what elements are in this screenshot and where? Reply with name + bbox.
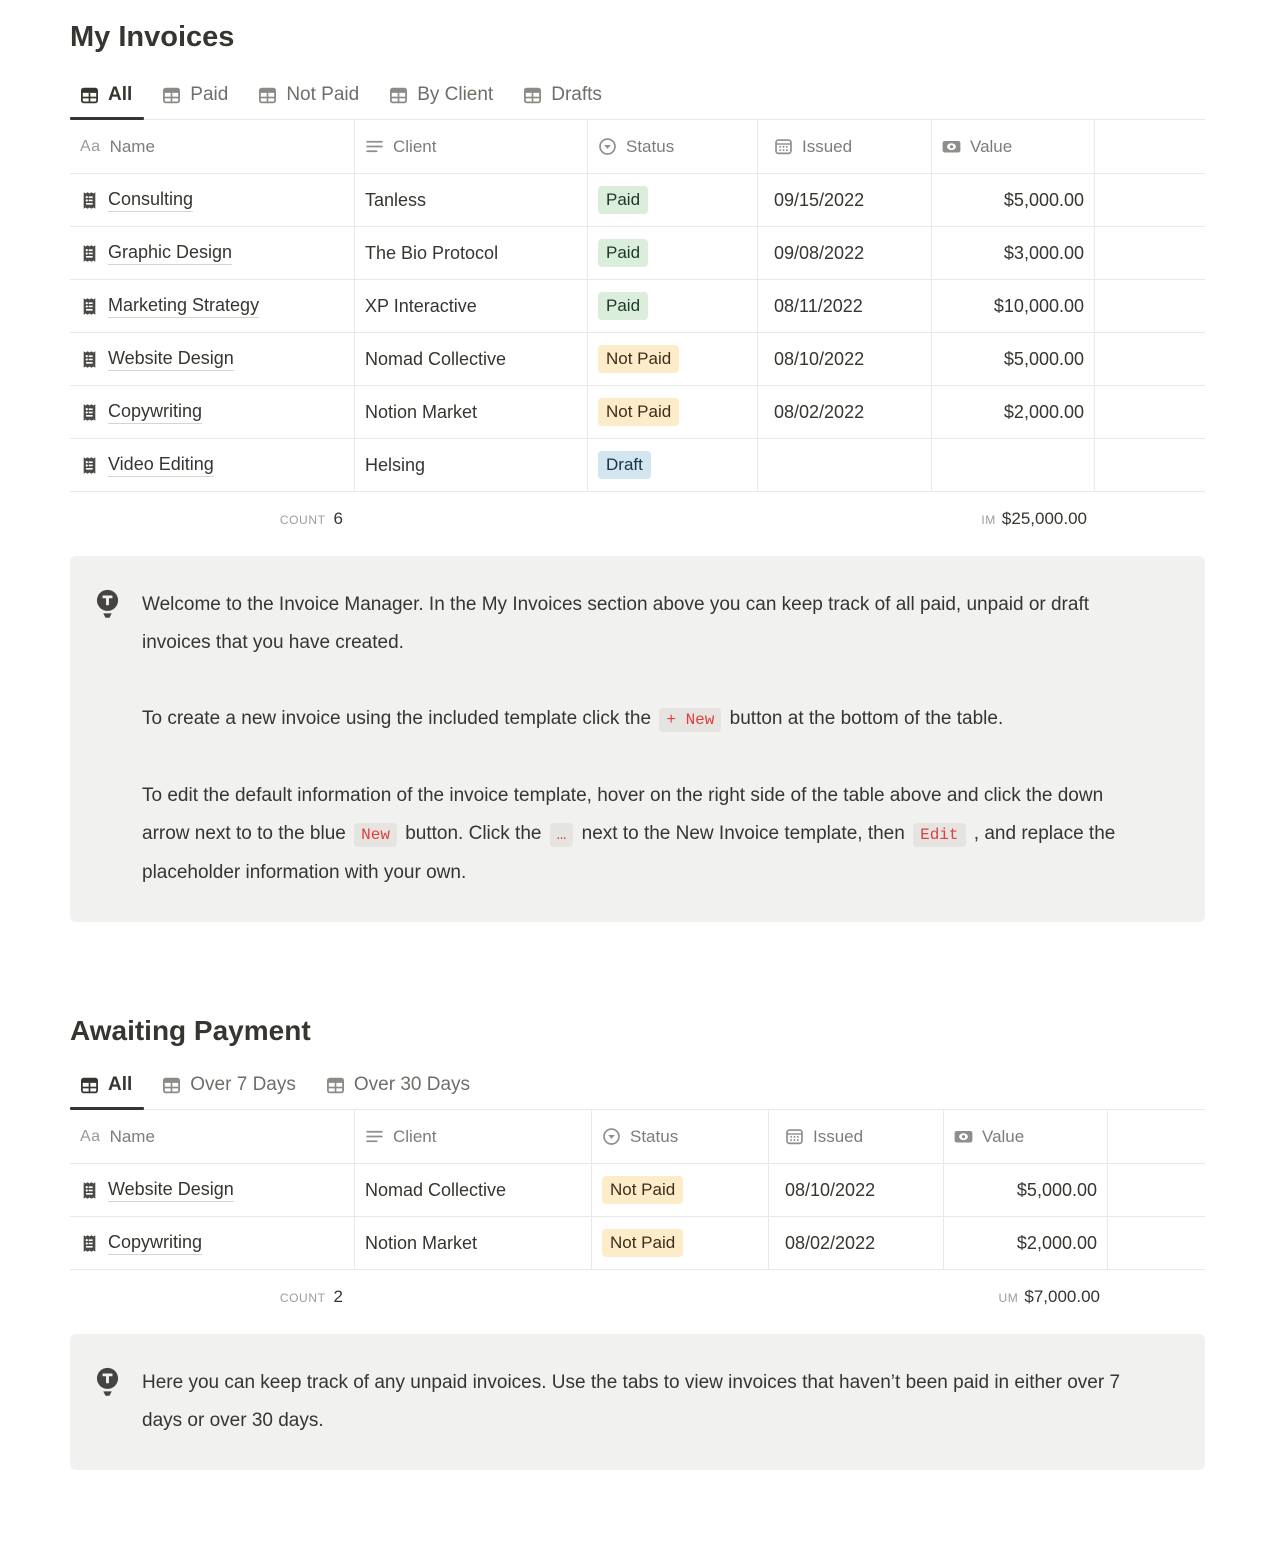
table-footer xyxy=(70,492,1205,546)
cell-status[interactable] xyxy=(588,333,758,385)
issued-value: 08/11/2022 xyxy=(774,295,863,316)
column-header-label: Value xyxy=(982,1126,1025,1146)
cell-issued[interactable] xyxy=(769,1217,944,1269)
section-title-my-invoices: My Invoices xyxy=(70,21,235,53)
ellipsis-chip: … xyxy=(550,823,574,847)
tab-paid[interactable] xyxy=(152,82,240,119)
cell-extra xyxy=(1095,386,1205,438)
sum-value: $7,000.00 xyxy=(1024,1287,1100,1306)
receipt-icon xyxy=(80,297,99,316)
text-style-icon: Aa xyxy=(80,1127,101,1145)
sum-aggregate[interactable] xyxy=(944,1287,1108,1307)
cell-issued[interactable] xyxy=(758,227,932,279)
status-badge: Draft xyxy=(598,451,651,478)
table-row xyxy=(70,1217,1205,1270)
issued-value: 09/08/2022 xyxy=(774,242,865,263)
tab-label: Over 30 Days xyxy=(353,1074,471,1095)
cell-client[interactable] xyxy=(355,333,588,385)
status-badge: Not Paid xyxy=(598,398,679,425)
select-icon xyxy=(598,137,617,156)
table-header-row xyxy=(70,120,1205,174)
cell-status[interactable] xyxy=(592,1164,769,1216)
status-badge: Paid xyxy=(598,239,648,266)
column-header-issued[interactable] xyxy=(758,120,932,173)
my-invoices-view-tabs xyxy=(70,82,1205,120)
client-value: Tanless xyxy=(365,189,427,210)
callout-paragraph: To create a new invoice using the included template click the + New button at the bottom of the table. xyxy=(142,700,1132,739)
cell-extra xyxy=(1108,1164,1205,1216)
value-amount: $5,000.00 xyxy=(1016,1179,1097,1200)
callout-text xyxy=(142,1364,1132,1440)
tab-label: By Client xyxy=(417,84,494,105)
callout-text xyxy=(142,586,1132,892)
receipt-icon xyxy=(80,1234,99,1253)
tab-label: Paid xyxy=(190,84,229,105)
table-view-icon xyxy=(162,1076,181,1095)
column-header-status[interactable] xyxy=(588,120,758,173)
column-header-label: Issued xyxy=(813,1126,864,1146)
table-row xyxy=(70,227,1205,280)
count-aggregate[interactable] xyxy=(70,509,355,529)
client-value: Notion Market xyxy=(365,1232,478,1253)
column-header-label: Name xyxy=(109,1126,155,1146)
cell-extra xyxy=(1095,333,1205,385)
select-icon xyxy=(602,1127,621,1146)
count-label: COUNT xyxy=(279,513,326,527)
lightbulb-icon xyxy=(95,1364,120,1402)
cell-client[interactable] xyxy=(355,439,588,491)
calendar-icon xyxy=(785,1127,804,1146)
table-header-row xyxy=(70,1110,1205,1164)
column-header-label: Client xyxy=(393,136,437,156)
cell-name[interactable] xyxy=(70,1164,355,1216)
column-header-label: Status xyxy=(626,136,675,156)
table-row xyxy=(70,333,1205,386)
table-view-icon xyxy=(389,86,408,105)
receipt-icon xyxy=(80,456,99,475)
cell-issued[interactable] xyxy=(758,174,932,226)
table-view-icon xyxy=(523,86,542,105)
unpaid-info-callout xyxy=(70,1334,1205,1470)
text-lines-icon xyxy=(365,137,384,156)
column-header-name[interactable] xyxy=(70,120,355,173)
table-footer xyxy=(70,1270,1205,1324)
receipt-icon xyxy=(80,191,99,210)
cell-client[interactable] xyxy=(355,174,588,226)
status-badge: Not Paid xyxy=(598,345,679,372)
column-header-label: Name xyxy=(109,136,155,156)
status-badge: Paid xyxy=(598,186,648,213)
cell-value[interactable] xyxy=(944,1164,1108,1216)
value-amount: $5,000.00 xyxy=(1003,189,1084,210)
column-header-label: Client xyxy=(393,1126,437,1146)
cell-status[interactable] xyxy=(588,227,758,279)
invoice-page-link[interactable]: Marketing Strategy xyxy=(108,295,259,318)
column-header-client[interactable] xyxy=(355,1110,592,1163)
value-amount: $2,000.00 xyxy=(1016,1232,1097,1253)
my-invoices-table xyxy=(70,120,1205,546)
text-lines-icon xyxy=(365,1127,384,1146)
cell-issued[interactable] xyxy=(758,333,932,385)
cell-client[interactable] xyxy=(355,227,588,279)
cell-extra xyxy=(1095,174,1205,226)
status-badge: Paid xyxy=(598,292,648,319)
cell-name[interactable] xyxy=(70,333,355,385)
cell-issued[interactable] xyxy=(769,1164,944,1216)
cell-value[interactable] xyxy=(944,1217,1108,1269)
column-header-name[interactable] xyxy=(70,1110,355,1163)
table-row xyxy=(70,174,1205,227)
value-amount: $3,000.00 xyxy=(1003,242,1084,263)
count-value: 6 xyxy=(333,509,343,528)
tab-over-7-days[interactable] xyxy=(152,1072,308,1109)
cell-extra xyxy=(1095,439,1205,491)
edit-chip: Edit xyxy=(913,823,965,847)
cell-issued[interactable] xyxy=(758,280,932,332)
receipt-icon xyxy=(80,350,99,369)
issued-value: 09/15/2022 xyxy=(774,189,865,210)
issued-value: 08/10/2022 xyxy=(785,1179,876,1200)
count-value: 2 xyxy=(333,1287,343,1306)
issued-value: 08/02/2022 xyxy=(785,1232,876,1253)
cell-extra xyxy=(1095,227,1205,279)
sum-value: $25,000.00 xyxy=(1001,509,1087,528)
callout-paragraph: Here you can keep track of any unpaid invoices. Use the tabs to view invoices that haven’t been paid in either over 7 days or over 30 days. xyxy=(142,1372,1121,1431)
tab-label: All xyxy=(108,84,133,105)
receipt-icon xyxy=(80,244,99,263)
cell-status[interactable] xyxy=(588,174,758,226)
cell-extra xyxy=(1108,1217,1205,1269)
invoice-page-link[interactable]: Copywriting xyxy=(108,401,202,424)
sum-label: UM xyxy=(998,1291,1019,1305)
column-header-value[interactable] xyxy=(944,1110,1108,1163)
cell-name[interactable] xyxy=(70,174,355,226)
tab-all[interactable] xyxy=(70,82,144,119)
column-header-issued[interactable] xyxy=(769,1110,944,1163)
lightbulb-icon xyxy=(95,586,120,624)
count-aggregate[interactable] xyxy=(70,1287,355,1307)
awaiting-payment-table xyxy=(70,1110,1205,1324)
receipt-icon xyxy=(80,1181,99,1200)
table-row xyxy=(70,386,1205,439)
value-amount: $5,000.00 xyxy=(1003,348,1084,369)
column-header-extra xyxy=(1095,120,1205,173)
client-value: Notion Market xyxy=(365,401,478,422)
client-value: Nomad Collective xyxy=(365,348,507,369)
cell-client[interactable] xyxy=(355,1217,592,1269)
issued-value: 08/02/2022 xyxy=(774,401,865,422)
tab-label: Not Paid xyxy=(286,84,360,105)
cell-client[interactable] xyxy=(355,1164,592,1216)
issued-value: 08/10/2022 xyxy=(774,348,865,369)
table-row xyxy=(70,280,1205,333)
tab-all[interactable] xyxy=(70,1072,144,1109)
invoice-page-link[interactable]: Graphic Design xyxy=(108,242,232,265)
column-header-label: Status xyxy=(630,1126,679,1146)
client-value: The Bio Protocol xyxy=(365,242,499,263)
cell-name[interactable] xyxy=(70,386,355,438)
cell-status[interactable] xyxy=(592,1217,769,1269)
tab-label: All xyxy=(108,1074,133,1095)
table-view-icon xyxy=(326,1076,345,1095)
client-value: XP Interactive xyxy=(365,295,477,316)
cell-value[interactable] xyxy=(932,333,1095,385)
column-header-status[interactable] xyxy=(592,1110,769,1163)
count-label: COUNT xyxy=(279,1291,326,1305)
money-icon xyxy=(942,137,961,156)
status-badge: Not Paid xyxy=(602,1229,683,1256)
cell-value[interactable] xyxy=(932,174,1095,226)
sum-label: IM xyxy=(981,513,996,527)
client-value: Helsing xyxy=(365,454,426,475)
value-amount: $2,000.00 xyxy=(1003,401,1084,422)
column-header-client[interactable] xyxy=(355,120,588,173)
invoice-page-link[interactable]: Consulting xyxy=(108,189,193,212)
new-button-chip: + New xyxy=(659,708,721,732)
table-view-icon xyxy=(162,86,181,105)
text-style-icon: Aa xyxy=(80,137,101,155)
table-view-icon xyxy=(80,1076,99,1095)
callout-paragraph: Welcome to the Invoice Manager. In the My Invoices section above you can keep track of all paid, unpaid or draft invoices that you have created. xyxy=(142,594,1090,653)
cell-issued[interactable] xyxy=(758,439,932,491)
cell-name[interactable] xyxy=(70,227,355,279)
cell-issued[interactable] xyxy=(758,386,932,438)
cell-name[interactable] xyxy=(70,439,355,491)
column-header-extra xyxy=(1108,1110,1205,1163)
cell-value[interactable] xyxy=(932,227,1095,279)
money-icon xyxy=(954,1127,973,1146)
tab-label: Drafts xyxy=(551,84,602,105)
welcome-callout xyxy=(70,556,1205,922)
tab-over-30-days[interactable] xyxy=(316,1072,482,1109)
table-row xyxy=(70,439,1205,492)
cell-status[interactable] xyxy=(588,280,758,332)
tab-drafts[interactable] xyxy=(513,82,614,119)
cell-extra xyxy=(1095,280,1205,332)
table-row xyxy=(70,1164,1205,1217)
section-title-awaiting-payment: Awaiting Payment xyxy=(70,1015,311,1046)
client-value: Nomad Collective xyxy=(365,1179,507,1200)
column-header-value[interactable] xyxy=(932,120,1095,173)
new-chip: New xyxy=(354,823,397,847)
cell-value[interactable] xyxy=(932,280,1095,332)
calendar-icon xyxy=(774,137,793,156)
tab-by-client[interactable] xyxy=(379,82,505,119)
column-header-label: Value xyxy=(970,136,1013,156)
status-badge: Not Paid xyxy=(602,1176,683,1203)
invoice-page-link[interactable]: Video Editing xyxy=(108,454,214,477)
table-view-icon xyxy=(258,86,277,105)
cell-client[interactable] xyxy=(355,280,588,332)
awaiting-payment-view-tabs xyxy=(70,1072,1205,1110)
tab-not-paid[interactable] xyxy=(248,82,371,119)
cell-status[interactable] xyxy=(588,439,758,491)
cell-client[interactable] xyxy=(355,386,588,438)
invoice-page-link[interactable]: Website Design xyxy=(108,348,234,371)
cell-value[interactable] xyxy=(932,439,1095,491)
cell-value[interactable] xyxy=(932,386,1095,438)
sum-aggregate[interactable] xyxy=(932,509,1095,529)
table-view-icon xyxy=(80,86,99,105)
invoice-page-link[interactable]: Website Design xyxy=(108,1179,234,1202)
tab-label: Over 7 Days xyxy=(190,1074,296,1095)
cell-status[interactable] xyxy=(588,386,758,438)
cell-name[interactable] xyxy=(70,1217,355,1269)
value-amount: $10,000.00 xyxy=(993,295,1084,316)
cell-name[interactable] xyxy=(70,280,355,332)
receipt-icon xyxy=(80,403,99,422)
column-header-label: Issued xyxy=(802,136,853,156)
callout-paragraph: To edit the default information of the invoice template, hover on the right side of the table above and click the down arrow next to to the blue New button. Click the … next to the New Invoice template, then Edit , and replace the placeholder information with your own. xyxy=(142,785,1116,883)
invoice-page-link[interactable]: Copywriting xyxy=(108,1232,202,1255)
